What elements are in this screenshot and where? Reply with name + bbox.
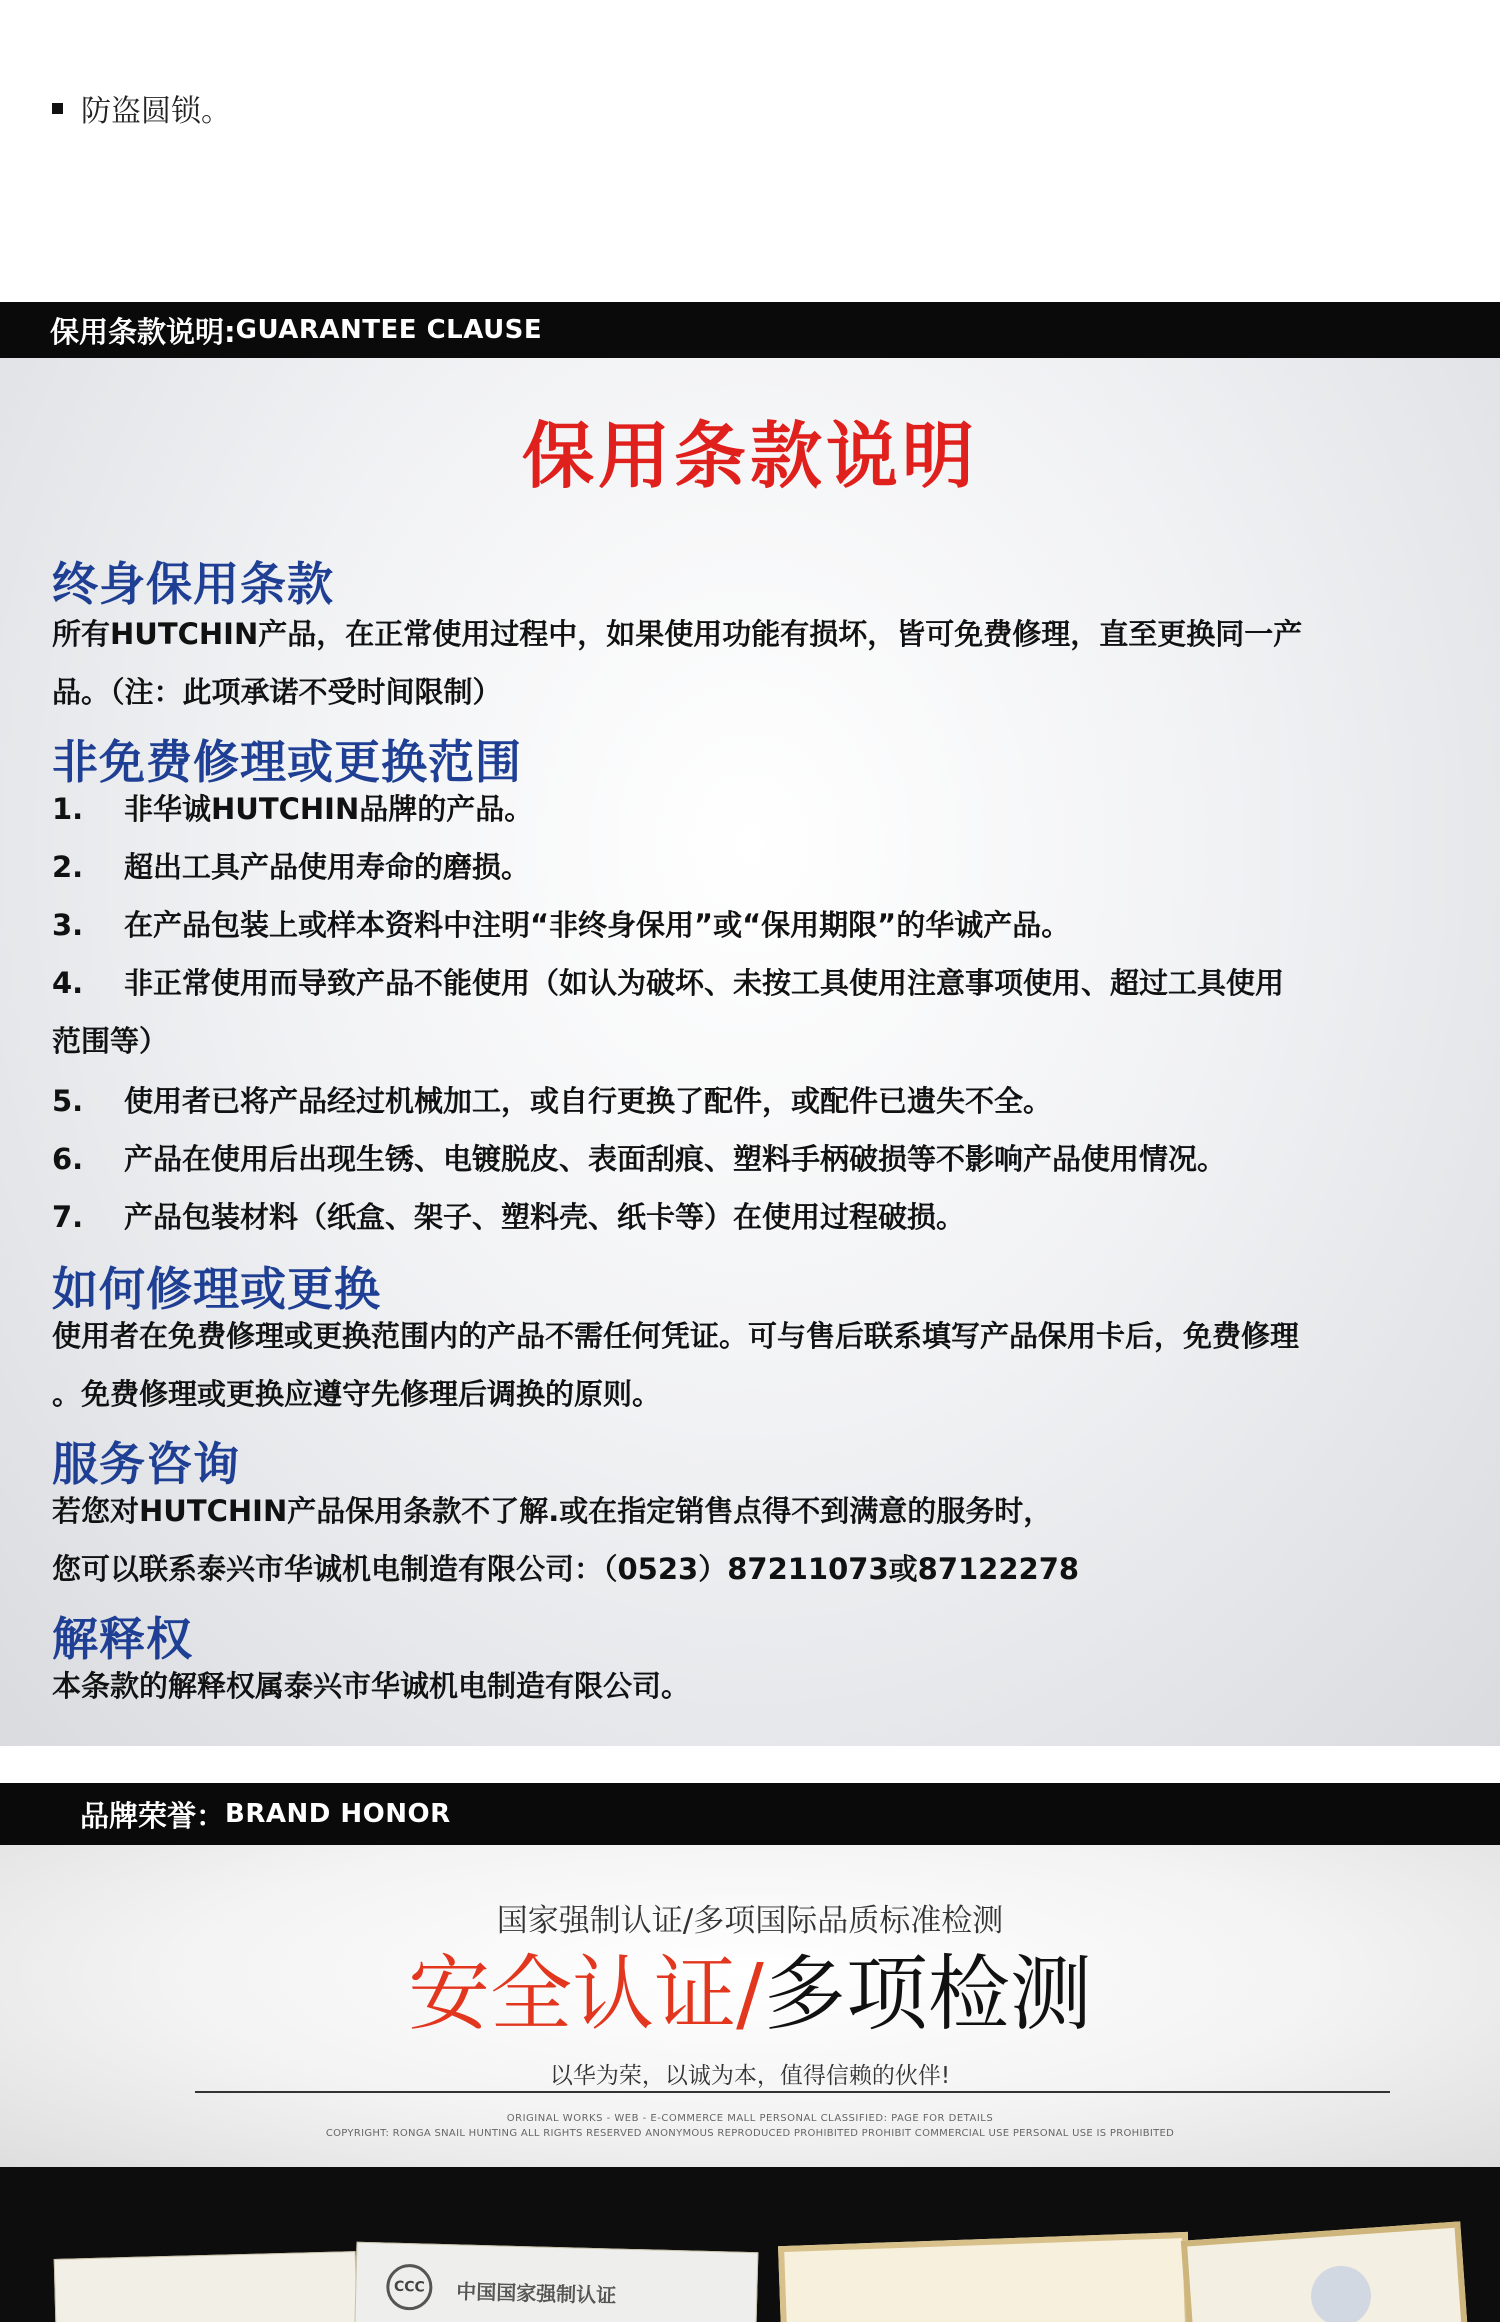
interpretation-line-1: 本条款的解释权属泰兴市华诚机电制造有限公司。 <box>52 1669 691 1703</box>
list-item: 2. 超出工具产品使用寿命的磨损。 <box>52 850 531 884</box>
brand-subtitle: 国家强制认证/多项国际品质标准检测 <box>496 1903 1004 1939</box>
section-heading-service: 服务咨询 <box>52 1437 240 1491</box>
lifetime-line-1: 所有HUTCHIN产品，在正常使用过程中，如果使用功能有损坏，皆可免费修理，直至更换同一产 <box>52 617 1303 651</box>
list-item: 范围等） <box>52 1024 169 1058</box>
list-item: 6. 产品在使用后出现生锈、电镀脱皮、表面刮痕、塑料手柄破损等不影响产品使用情况。 <box>52 1142 1227 1176</box>
fine-print-1: ORIGINAL WORKS - WEB - E-COMMERCE MALL PERSONAL CLASSIFIED: PAGE FOR DETAILS <box>506 2113 994 2124</box>
brand-header-en: BRAND HONOR <box>225 1799 451 1829</box>
service-line-2: 您可以联系泰兴市华诚机电制造有限公司：（0523）87211073或87122278 <box>52 1552 1080 1586</box>
certificate-image <box>354 2242 759 2322</box>
feature-bullet <box>52 86 231 130</box>
certificates-band <box>0 2167 1500 2322</box>
top-section <box>0 0 1500 300</box>
guarantee-panel <box>0 358 1500 1746</box>
service-line-1: 若您对HUTCHIN产品保用条款不了解.或在指定销售点得不到满意的服务时， <box>52 1494 1053 1528</box>
repair-line-1: 使用者在免费修理或更换范围内的产品不需任何凭证。可与售后联系填写产品保用卡后，免费修理 <box>52 1319 1300 1353</box>
seal-icon <box>1309 2264 1373 2322</box>
guarantee-title: 保用条款说明 <box>521 414 978 498</box>
list-item: 4. 非正常使用而导致产品不能使用（如认为破坏、未按工具使用注意事项使用、超过工具使用 <box>52 966 1285 1000</box>
brand-header-cn: 品牌荣誉： <box>80 1798 226 1833</box>
square-bullet-icon <box>52 103 63 114</box>
section-heading-repair: 如何修理或更换 <box>52 1262 381 1316</box>
guarantee-header-cn: 保用条款说明: <box>50 314 236 349</box>
fine-print-2: COPYRIGHT: RONGA SNAIL HUNTING ALL RIGHTS RESERVED ANONYMOUS REPRODUCED PROHIBITED PROHIBIT COMMERCIAL USE PERSONAL USE IS PROHIBITED <box>325 2128 1175 2139</box>
list-item: 3. 在产品包装上或样本资料中注明“非终身保用”或“保用期限”的华诚产品。 <box>52 908 1071 942</box>
section-heading-interpretation: 解释权 <box>52 1612 193 1666</box>
repair-line-2: 。免费修理或更换应遵守先修理后调换的原则。 <box>52 1377 662 1411</box>
ccc-logo-icon: CCC <box>386 2264 433 2311</box>
brand-slogan: 以华为荣，以诚为本，值得信赖的伙伴! <box>549 2063 951 2089</box>
certificate-image <box>1181 2221 1469 2322</box>
certificate-image <box>778 2232 1192 2322</box>
feature-text: 防盗圆锁。 <box>81 94 231 129</box>
guarantee-header-bar <box>0 302 1500 358</box>
lifetime-line-2: 品。（注：此项承诺不受时间限制） <box>52 675 502 709</box>
list-item: 1. 非华诚HUTCHIN品牌的产品。 <box>52 792 534 826</box>
brand-title-red: 安全认证/ <box>408 1947 764 2042</box>
section-heading-exclusions: 非免费修理或更换范围 <box>52 735 522 789</box>
brand-title-black: 多项检测 <box>763 1947 1092 2042</box>
brand-header-bar <box>0 1783 1500 1845</box>
certificate-image <box>54 2251 359 2322</box>
section-gap <box>0 1746 1500 1783</box>
list-item: 7. 产品包装材料（纸盒、架子、塑料壳、纸卡等）在使用过程破损。 <box>52 1200 966 1234</box>
brand-panel <box>0 1845 1500 2167</box>
guarantee-header-en: GUARANTEE CLAUSE <box>235 315 543 345</box>
list-item: 5. 使用者已将产品经过机械加工，或自行更换了配件，或配件已遗失不全。 <box>52 1084 1053 1118</box>
brand-title <box>0 1945 1500 2045</box>
certificate-text: 中国国家强制认证 <box>455 2279 617 2308</box>
divider-line <box>195 2091 1390 2093</box>
section-heading-lifetime: 终身保用条款 <box>52 557 334 611</box>
